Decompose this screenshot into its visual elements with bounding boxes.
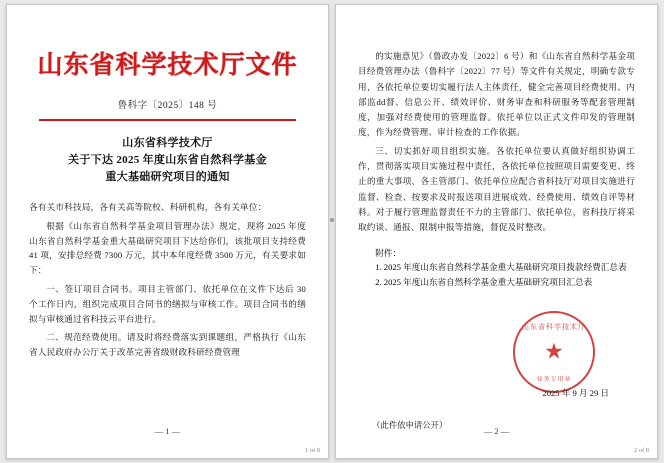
seal-area: [358, 313, 635, 403]
signature-date: 2025 年 9 月 29 日: [542, 388, 609, 399]
red-divider-rule: [39, 119, 296, 121]
page-2-number: — 2 —: [483, 426, 510, 436]
public-disclosure-note: （此件依申请公开）: [372, 421, 448, 431]
document-page-1[interactable]: [6, 4, 329, 459]
page-2-content: [336, 5, 657, 458]
attachments-label: 附件：: [375, 247, 401, 258]
page-separator-dot: [330, 218, 334, 222]
subject-line-3: 重大基础研究项目的通知: [105, 171, 230, 184]
document-number: 鲁科字〔2025〕148 号: [117, 101, 218, 111]
page-1-footer: 1 of 8: [304, 447, 320, 454]
subject-line-2: 关于下达 2025 年度山东省自然科学基金: [68, 154, 267, 167]
page-1-number: — 1 —: [154, 426, 181, 436]
page-1-paragraph-3: 二、规范经费使用。请及时将经费落实到课题组，严格执行《山东省人民政府办公厅关于改革完善省级财政科研经费管理: [29, 332, 306, 358]
seal-star-icon: ★: [544, 338, 564, 364]
document-page-2[interactable]: [335, 4, 658, 459]
page-1-content: [7, 5, 328, 458]
subject-line-1: 山东省科学技术厅: [122, 137, 213, 149]
recipients-line: 各有关市科技局，各有关高等院校、科研机构，各有关单位：: [29, 202, 267, 213]
seal-top-text: 山东省科学技术厅: [522, 323, 586, 332]
attachment-item-2: 2. 2025 年度山东省自然科学基金重大基础研究项目汇总表: [375, 276, 593, 287]
official-seal-icon: [513, 311, 595, 393]
page-2-paragraph-1: 的实施意见》（鲁政办发〔2022〕6 号）和《山东省自然科学基金项目经费管理办法（鲁科字〔2022〕77 号）等文件有关规定，明确专款专用，各依托单位要切实履行法人主体责任，健全完善项目经费使用、内部监dd督、信息公开、绩效评价、财务审查和科研服务等配套管理制度，加强对经费使用的管理监督。依托单位以正式文件印发的管理制度，作为经费管理、审计检查的工作依据。: [358, 51, 635, 138]
page-2-paragraph-2: 三、切实抓好项目组织实施。各依托单位要认真做好组织协调工作，贯彻落实项目实施过程中责任，各依托单位按照项目需要变更、终止的重大事项，各主管部门、依托单位应配合省科技厅对项目实施进行监督、检查、按要求及时报送项目进展成效、经费使用、绩效自评等材料。对于履行管理监督责任不力的主管部门、依托单位，省科技厅将采取约谈、通报、限制申报等措施，督促及时整改。: [358, 145, 635, 233]
seal-bottom-text: 业务专用章: [536, 377, 572, 384]
page-1-paragraph-1: 根据《山东省自然科学基金项目管理办法》规定，现将 2025 年度山东省自然科学基金重大基础研究项目下达给你们，该批项目支持经费 41 项，安排总经费 7300 万元，其中本年度经费 3500 万元，有关要求如下：: [29, 220, 306, 276]
document-title: 山东省科学技术厅文件: [37, 52, 298, 79]
page-2-footer: 2 of 8: [633, 447, 649, 454]
page-2-body: [358, 49, 635, 236]
document-subject: [29, 135, 306, 186]
page-1-paragraph-2: 一、签订项目合同书。项目主管部门、依托单位在文件下达后 30 个工作日内，组织完成项目合同书的缮拟与审核工作。项目合同书的缮拟与审核通过省科技云平台进行。: [29, 284, 306, 324]
attachment-item-1: 1. 2025 年度山东省自然科学基金重大基础研究项目拨款经费汇总表: [375, 262, 627, 273]
